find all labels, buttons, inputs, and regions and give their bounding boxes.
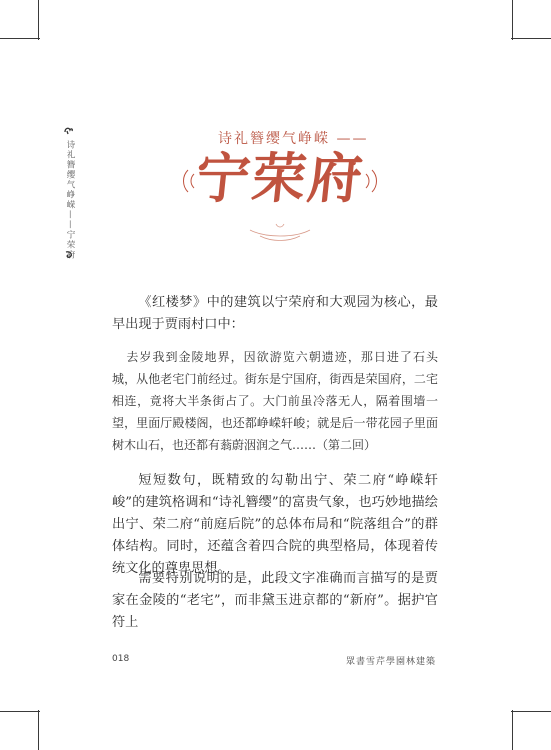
block-quote: 去岁我到金陵地界，因欲游览六朝遗迹，那日进了石头城，从他老宅门前经过。街东是宁国府，街西是荣国府，二宅相连，竟将大半条街占了。大门前虽冷落无人，隔着围墙一望，里面厅殿楼阁，也还都峥嵘轩峻；就是后一带花园子里面树木山石，也还都有蓊蔚洇润之气……（第二回） <box>112 350 438 452</box>
chapter-title: 宁荣府 <box>192 146 368 210</box>
crop-mark <box>38 0 39 40</box>
cloud-ornament-icon <box>64 250 74 259</box>
crop-mark <box>0 38 40 39</box>
footer-book-title: 眾書雪芹學園林建築 <box>346 657 437 667</box>
vertical-running-head: 诗礼簪缨气峥嵘——宁荣府 <box>65 140 75 260</box>
crop-mark <box>38 710 39 750</box>
page-number: 018 <box>112 654 130 664</box>
section-subtitle: 诗礼簪缨气峥嵘 —— <box>218 131 369 147</box>
crop-mark <box>511 711 551 712</box>
crop-mark <box>512 710 513 750</box>
cloud-ornament-icon <box>64 126 74 135</box>
crop-mark <box>511 38 551 39</box>
paragraph-intro: 《红楼梦》中的建筑以宁荣府和大观园为核心，最早出现于贾雨村口中： <box>112 295 438 332</box>
paragraph-analysis: 短短数句，既精致的勾勒出宁、荣二府“峥嵘轩峻”的建筑格调和“诗礼簪缨”的富贵气象，也巧妙地描绘出宁、荣二府“前庭后院”的总体布局和“院落组合”的群体结构。同时，还蕴含着四合院的典型格局，体现着传统文化的尊卑思想。 <box>112 473 438 576</box>
paragraph-note: 需要特别说明的是，此段文字准确而言描写的是贾家在金陵的“老宅”，而非黛玉进京都的“新府”。据护官符上 <box>112 571 438 630</box>
crop-mark <box>512 0 513 40</box>
crop-mark <box>0 711 40 712</box>
